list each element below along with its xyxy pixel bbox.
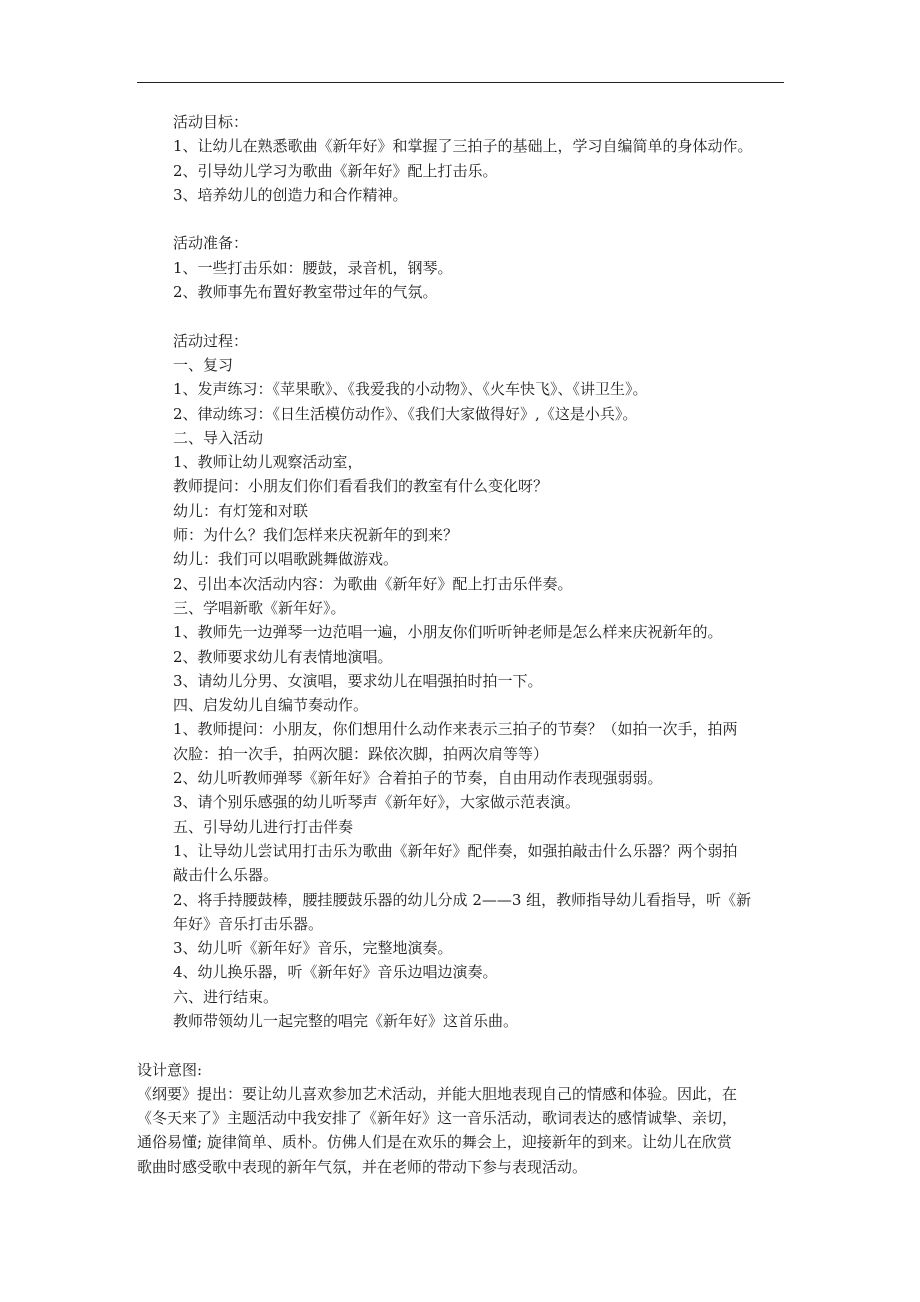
section-item: 1、教师让幼儿观察活动室，: [173, 453, 363, 472]
section-item: 3、请幼儿分男、女演唱，要求幼儿在唱强拍时拍一下。: [173, 671, 543, 690]
design-heading: 设计意图:: [137, 1060, 203, 1079]
section-item: 教师带领幼儿一起完整的唱完《新年好》这首乐曲。: [173, 1011, 519, 1030]
goals-heading: 活动目标：: [173, 113, 249, 131]
section-item: 教师提问：小朋友们你们看看我们的教室有什么变化呀？: [173, 477, 549, 496]
section-item: 3、请个别乐感强的幼儿听琴声《新年好》，大家做示范表演。: [173, 793, 581, 812]
section-title: 三、学唱新歌《新年好》。: [173, 598, 346, 617]
goal-item: 1、让幼儿在熟悉歌曲《新年好》和掌握了三拍子的基础上，学习自编简单的身体动作。: [173, 137, 753, 156]
process-heading: 活动过程：: [173, 331, 249, 350]
section-item: 4、幼儿换乐器，听《新年好》音乐边唱边演奏。: [173, 963, 498, 982]
section-title: 四、启发幼儿自编节奏动作。: [173, 696, 369, 715]
section-item: 年好》音乐打击乐器。: [173, 914, 324, 933]
prep-item: 2、教师事先布置好教室带过年的气氛。: [173, 283, 438, 302]
section-item: 2、幼儿听教师弹琴《新年好》合着拍子的节奏，自由用动作表现强弱弱。: [173, 769, 663, 788]
section-item: 师：为什么？我们怎样来庆祝新年的到来？: [173, 526, 459, 545]
prep-item: 1、一些打击乐如：腰鼓，录音机，钢琴。: [173, 258, 453, 277]
design-line: 《纲要》提出：要让幼儿喜欢参加艺术活动，并能大胆地表现自己的情感和体验。因此，在: [137, 1084, 738, 1103]
section-title: 六、进行结束。: [173, 987, 279, 1006]
section-item: 2、律动练习：《日生活模仿动作》、《我们大家做得好》,《这是小兵》。: [173, 404, 638, 423]
goal-item: 2、引导幼儿学习为歌曲《新年好》配上打击乐。: [173, 161, 498, 180]
section-item: 2、引出本次活动内容：为歌曲《新年好》配上打击乐伴奏。: [173, 574, 573, 593]
prep-heading: 活动准备：: [173, 234, 249, 253]
section-item: 1、让导幼儿尝试用打击乐为歌曲《新年好》配伴奏，如强拍敲击什么乐器？两个弱拍: [173, 841, 738, 860]
section-item: 幼儿：有灯笼和对联: [173, 501, 309, 520]
design-line: 通俗易懂; 旋律简单、质朴。仿佛人们是在欢乐的舞会上，迎接新年的到来。让幼儿在欣赏: [137, 1133, 732, 1152]
section-item: 敲击什么乐器。: [173, 866, 279, 885]
design-line: 《冬天来了》主题活动中我安排了《新年好》这一音乐活动，歌词表达的感情诚挚、亲切，: [137, 1109, 738, 1128]
section-item: 2、将手持腰鼓棒，腰挂腰鼓乐器的幼儿分成 2——3 组，教师指导幼儿看指导，听《新: [173, 890, 752, 909]
design-line: 歌曲时感受歌中表现的新年气氛，并在老师的带动下参与表现活动。: [137, 1157, 588, 1176]
goal-item: 3、培养幼儿的创造力和合作精神。: [173, 185, 408, 204]
section-item: 2、教师要求幼儿有表情地演唱。: [173, 647, 393, 666]
section-item: 幼儿：我们可以唱歌跳舞做游戏。: [173, 550, 399, 569]
header-rule: [137, 82, 784, 83]
section-item: 1、发声练习：《苹果歌》、《我爱我的小动物》、《火车快飞》、《讲卫生》。: [173, 380, 648, 399]
section-item: 次脸：拍一次手，拍两次腿：跺依次脚，拍两次肩等等）: [173, 744, 549, 763]
section-item: 1、教师提问：小朋友，你们想用什么动作来表示三拍子的节奏？（如拍一次手，拍两: [173, 720, 738, 739]
section-title: 五、引导幼儿进行打击伴奏: [173, 817, 354, 836]
section-item: 1、教师先一边弹琴一边范唱一遍，小朋友你们听听钟老师是怎么样来庆祝新年的。: [173, 623, 723, 642]
section-item: 3、幼儿听《新年好》音乐，完整地演奏。: [173, 939, 453, 958]
document-body: [137, 110, 787, 1179]
section-title: 二、导入活动: [173, 428, 264, 447]
section-title: 一、复习: [173, 355, 234, 374]
